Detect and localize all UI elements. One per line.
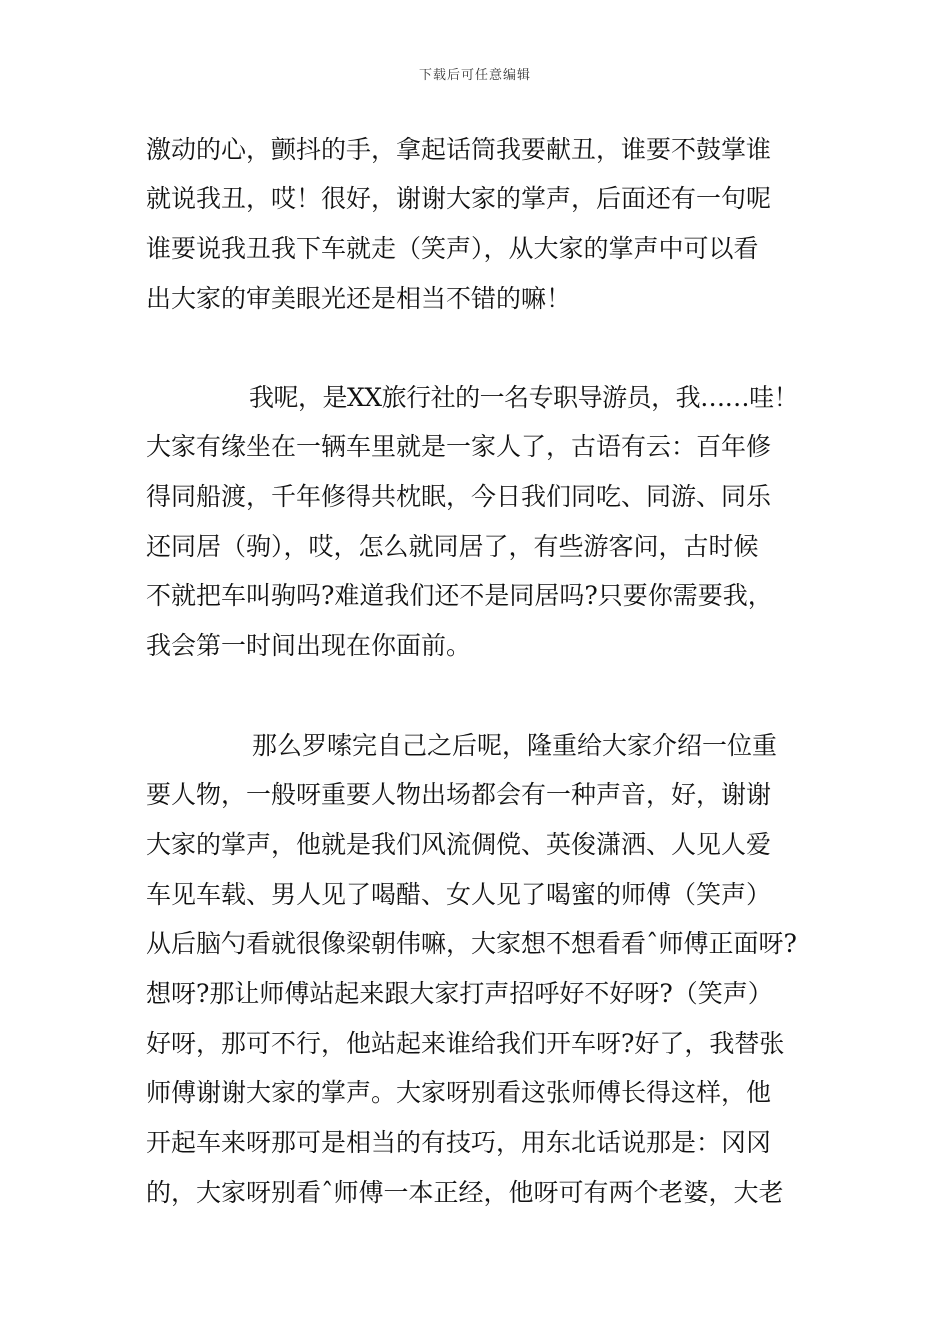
text-line: 谁要说我丑我下车就走（笑声），从大家的掌声中可以看 — [146, 234, 759, 263]
text-line: 我呢，是XX旅行社的一名专职导游员，我……哇！ — [249, 383, 799, 412]
text-line: 师傅谢谢大家的掌声。大家呀别看这张师傅长得这样，他 — [146, 1078, 772, 1107]
text-line: 激动的心，颤抖的手，拿起话筒我要献丑，谁要不鼓掌谁 — [146, 135, 772, 164]
text-line: 大家的掌声，他就是我们风流倜傥、英俊潇洒、人见人爱 — [146, 830, 772, 859]
text-line: 就说我丑，哎！很好，谢谢大家的掌声，后面还有一句呢 — [146, 184, 772, 213]
text-line: 不就把车叫驹吗?难道我们还不是同居吗?只要你需要我， — [146, 581, 773, 610]
text-line: 的，大家呀别看ˆ师傅一本正经，他呀可有两个老婆，大老 — [146, 1178, 784, 1207]
text-line: 好呀，那可不行，他站起来谁给我们开车呀?好了，我替张 — [146, 1029, 785, 1058]
text-line: 大家有缘坐在一辆车里就是一家人了，古语有云：百年修 — [146, 432, 772, 461]
page-header: 下载后可任意编辑 — [418, 68, 531, 83]
text-line: 还同居（驹），哎，怎么就同居了，有些游客问，古时候 — [146, 532, 759, 561]
text-line: 出大家的审美眼光还是相当不错的嘛！ — [146, 284, 572, 313]
text-line: 从后脑勺看就很像梁朝伟嘛，大家想不想看看ˆ师傅正面呀? — [146, 929, 797, 958]
text-line: 那么罗嗦完自己之后呢，隆重给大家介绍一位重 — [252, 731, 778, 760]
text-line: 我会第一时间出现在你面前。 — [146, 631, 472, 660]
text-line: 要人物，一般呀重要人物出场都会有一种声音，好，谢谢 — [146, 780, 772, 809]
text-line: 车见车载、男人见了喝醋、女人见了喝蜜的师傅（笑声） — [146, 880, 772, 909]
text-line: 开起车来呀那可是相当的有技巧，用东北话说那是：冈冈 — [146, 1128, 772, 1157]
text-line: 得同船渡，千年修得共枕眠，今日我们同吃、同游、同乐 — [146, 482, 772, 511]
text-line: 想呀?那让师傅站起来跟大家打声招呼好不好呀?（笑声） — [146, 979, 773, 1008]
